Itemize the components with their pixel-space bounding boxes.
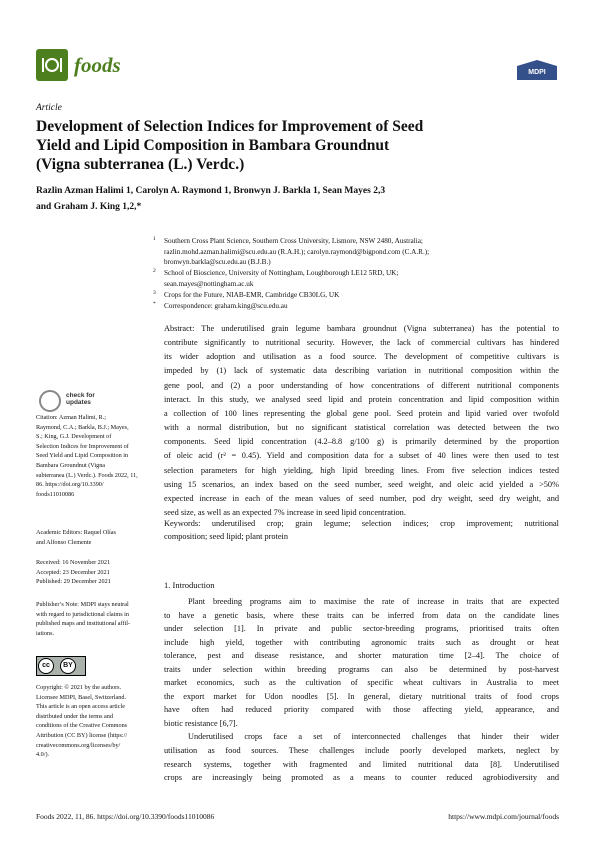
title-line: Yield and Lipid Composition in Bambara Groundnut: [36, 137, 390, 154]
citation-line: Seed Yield and Lipid Composition in: [36, 452, 129, 460]
keywords-line: Keywords: underutilised crop; grain legume; selection indices; crop improvement; nutritional: [164, 519, 559, 528]
title-line: Development of Selection Indices for Improvement of Seed: [36, 118, 424, 135]
citation-block: [36, 413, 141, 499]
affiliation-number: *: [153, 301, 156, 307]
body-line: tolerance, pest and disease resistance, and shorter maturation time [2–4]. The choice of: [164, 651, 559, 661]
cc-icon: cc: [38, 658, 54, 674]
section-heading: 1. Introduction: [164, 580, 215, 590]
article-type: Article: [36, 103, 62, 113]
note-line: published maps and institutional affil-: [36, 620, 131, 628]
date-published: Published: 29 December 2021: [36, 578, 111, 586]
copyright-block: [36, 683, 141, 760]
abstract: [164, 322, 559, 520]
publication-dates: [36, 558, 141, 587]
body-line: crops are increasingly being promoted as a means to counter reduced agrobiodiversity and: [164, 773, 559, 783]
copyright-line: Copyright: © 2021 by the authors.: [36, 684, 122, 691]
editor-line: and Alfonso Clemente: [36, 538, 92, 546]
abstract-line: of oleic acid (r² = 0.45). Yield and composition data for a subset of 40 lines were then used to test: [164, 451, 559, 461]
by-icon: BY: [60, 658, 76, 674]
correspondence[interactable]: Correspondence: graham.king@scu.edu.au: [164, 302, 288, 310]
body-line: research systems, together with fragmented and limited nutritional data [8]. Underutilised: [164, 759, 559, 769]
citation-line: S.; King, G.J. Development of: [36, 433, 112, 441]
affiliation: [153, 268, 554, 289]
affiliation-line[interactable]: sean.mayes@nottingham.ac.uk: [164, 279, 254, 288]
body-line: Plant breeding programs aim to maximise the rate of increase in traits that are expected: [188, 597, 559, 606]
citation-line: Selection Indices for Improvement of: [36, 442, 129, 450]
note-line: iations.: [36, 629, 55, 637]
citation-line: Citation: Azman Halimi, R.;: [36, 414, 106, 421]
citation-doi-link[interactable]: 86. https://doi.org/10.3390/: [36, 481, 104, 489]
citation-doi-link[interactable]: foods11010086: [36, 490, 75, 498]
body-line: have often had reduced priority compared with those affecting yield, appearance, and: [164, 705, 559, 715]
affiliation-line[interactable]: razlin.mohd.azman.halimi@scu.edu.au (R.A.H.); carolyn.raymond@bigpond.com (C.A.R.);: [164, 247, 430, 256]
introduction-body: [164, 595, 559, 785]
abstract-line: impeded by (1) lack of systematic data describing variation in nutritional composition within the: [164, 366, 559, 376]
abstract-line: with a normal distribution, but no significant statistical correlation was detected between the two: [164, 423, 559, 433]
abstract-line: interact. In this study, we analysed seed lipid and protein concentration and lipid composition within: [164, 394, 559, 404]
footer-citation[interactable]: Foods 2022, 11, 86. https://doi.org/10.3390/foods11010086: [36, 812, 215, 821]
mdpi-logo-label: MDPI: [528, 69, 546, 76]
check-updates-icon[interactable]: [39, 390, 61, 412]
paper-title: [36, 117, 556, 174]
body-line: utilisation as food sources. These challenges include poorly developed markets, neglect by: [164, 746, 559, 756]
journal-logo-icon: [36, 49, 68, 81]
date-accepted: Accepted: 23 December 2021: [36, 568, 110, 576]
affiliation: [153, 290, 554, 301]
copyright-line[interactable]: Attribution (CC BY) license (https://: [36, 731, 128, 739]
copyright-line: distributed under the terms and: [36, 712, 113, 720]
publisher-note: [36, 600, 141, 638]
title-line: (Vigna subterranea (L.) Verdc.): [36, 156, 245, 173]
keywords: [164, 517, 559, 544]
abstract-line: Abstract: The underutilised grain legume bambara groundnut (Vigna subterranea) has the potential to: [164, 324, 559, 333]
affiliation-number: 2: [153, 268, 156, 274]
check-updates-line: check for: [66, 392, 95, 399]
abstract-line: a collection of 100 lines representing the global gene pool. Seed protein and lipid varied over twofold: [164, 408, 559, 418]
body-line: biotic resistance [6,7].: [164, 718, 238, 728]
abstract-line: selection parameters for high yielding, high lipid breeding lines. From five selection indices tested: [164, 465, 559, 475]
author-line: and Graham J. King 1,2,*: [36, 202, 142, 212]
abstract-line: components. Seed lipid concentration (4.2–8.8 g/100 g) is primarily determined by the proportion: [164, 437, 559, 447]
copyright-line[interactable]: creativecommons.org/licenses/by/: [36, 741, 121, 749]
keywords-line: composition; seed lipid; plant protein: [164, 532, 288, 542]
copyright-line: This article is an open access article: [36, 703, 125, 711]
footer-journal-link[interactable]: https://www.mdpi.com/journal/foods: [448, 812, 559, 821]
abstract-line: expected increase in each of the mean values of seed number, pod dry weight, seed dry weight, and: [164, 493, 559, 503]
body-line: to have a genetic basis, where these traits can be inferred from data on the candidate lines: [164, 610, 559, 620]
body-line: under selection [1]. In private and public sector-breeding programs, prioritised traits often: [164, 624, 559, 634]
body-line: include high yield, together with contributing agronomic traits such as drought or heat: [164, 637, 559, 647]
affiliation-number: 1: [153, 236, 156, 242]
citation-line: subterranea (L.) Verdc.). Foods 2022, 11,: [36, 471, 138, 479]
affiliation: [153, 301, 554, 312]
note-line: with regard to jurisdictional claims in: [36, 610, 129, 618]
abstract-line: gene pool, and (2) a poor understanding of how concentrations of different nutritional components: [164, 380, 559, 390]
body-line: the export market for Udon noodles [5]. In general, dietary nutritional traits of food crops: [164, 691, 559, 701]
affiliation-line[interactable]: bronwyn.barkla@scu.edu.au (B.J.B.): [164, 258, 271, 266]
copyright-line: Licensee MDPI, Basel, Switzerland.: [36, 693, 127, 701]
author-list: [36, 183, 556, 215]
academic-editors: [36, 528, 141, 547]
affiliation: [153, 236, 554, 268]
body-line: traits under selection within breeding programs can also be determined by post-harvest: [164, 664, 559, 674]
abstract-line: its wider adoption and utilisation as a food source. The development of competitive cultivars is: [164, 352, 559, 362]
body-line: market economics, such as the cultivation of specific wheat cultivars in Australia to meet: [164, 678, 559, 688]
abstract-line: seed size, as well as an expected 7% increase in seed lipid concentration.: [164, 508, 406, 518]
affiliation-line: Crops for the Future, NIAB-EMR, Cambridge CB30LG, UK: [164, 291, 340, 299]
abstract-line: contribute significantly to nutritional security. However, the lack of commercial cultivars has hindered: [164, 338, 559, 348]
abstract-line: using 15 scenarios, an index based on the seed number, seed weight, and oleic acid yielded a >50%: [164, 479, 559, 489]
copyright-line: conditions of the Creative Commons: [36, 722, 128, 730]
check-updates-line: updates: [66, 399, 91, 406]
check-updates-label[interactable]: [66, 392, 95, 406]
citation-line: Raymond, C.A.; Barkla, B.J.; Mayes,: [36, 423, 129, 431]
body-line: Underutilised crops face a set of interconnected challenges that hinder their wider: [188, 732, 559, 742]
copyright-line: 4.0/).: [36, 751, 50, 759]
affiliation-line: Southern Cross Plant Science, Southern Cross University, Lismore, NSW 2480, Australia;: [164, 237, 423, 245]
journal-name: foods: [74, 53, 121, 77]
author-line: Razlin Azman Halimi 1, Carolyn A. Raymond 1, Bronwyn J. Barkla 1, Sean Mayes 2,3: [36, 186, 386, 196]
note-line: Publisher’s Note: MDPI stays neutral: [36, 601, 129, 608]
affiliation-line: School of Bioscience, University of Nottingham, Loughborough LE12 5RD, UK;: [164, 269, 399, 277]
date-received: Received: 16 November 2021: [36, 559, 111, 566]
citation-line: Bambara Groundnut (Vigna: [36, 461, 106, 469]
affiliation-number: 3: [153, 290, 156, 296]
editor-line: Academic Editors: Raquel Olías: [36, 529, 116, 536]
